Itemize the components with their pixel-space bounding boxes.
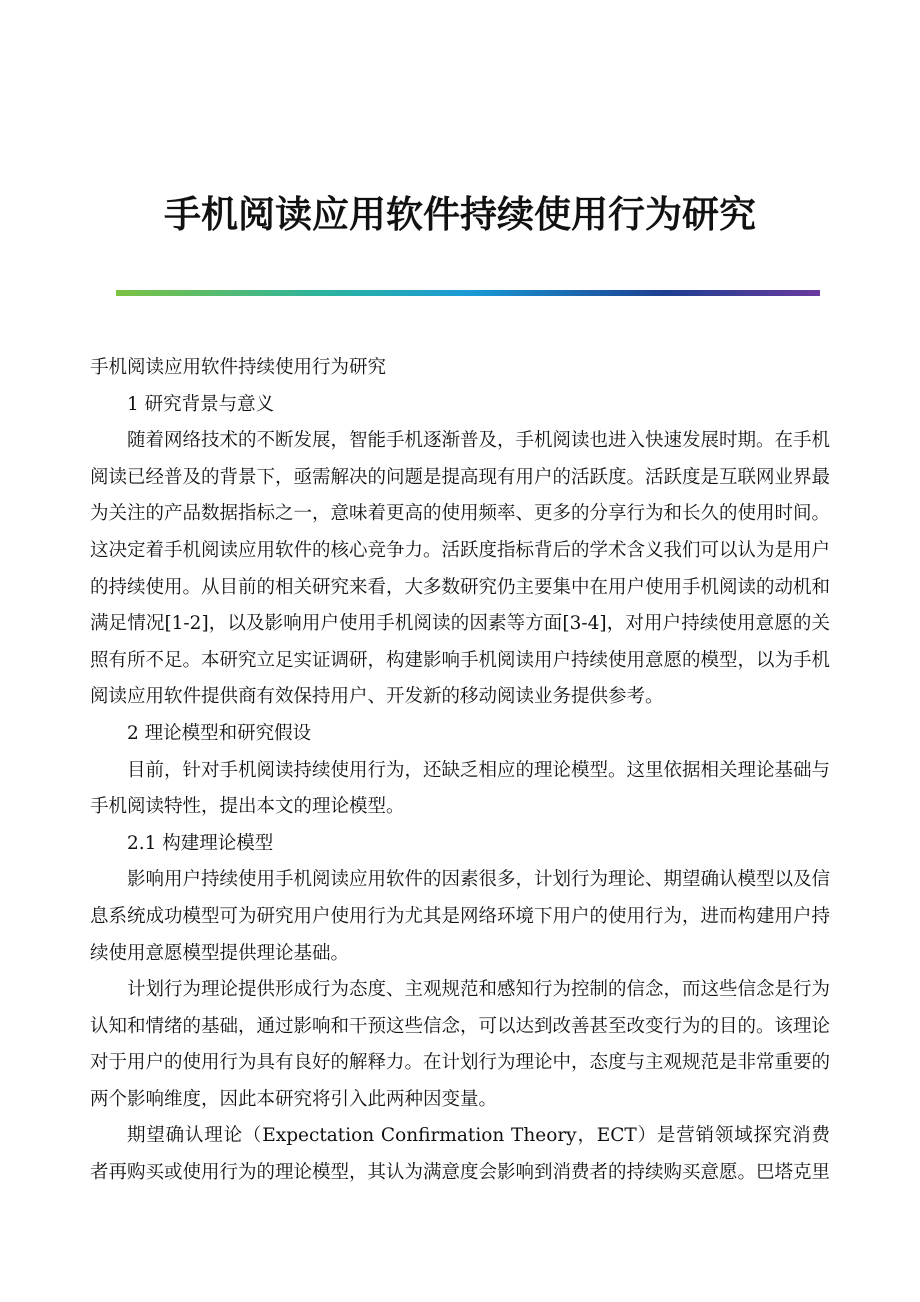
document-title: 手机阅读应用软件持续使用行为研究 [164, 193, 756, 236]
subtitle: 手机阅读应用软件持续使用行为研究 [90, 357, 387, 378]
paragraph-background: 随着网络技术的不断发展，智能手机逐渐普及，手机阅读也进入快速发展时期。在手机阅读已经普及的背景下，亟需解决的问题是提高现有用户的活跃度。活跃度是互联网业界最为关注的产品数据指标之一，意味着更高的使用频率、更多的分享行为和长久的使用时间。这决定着手机阅读应用软件的核心竞争力。活跃度指标背后的学术含义我们可以认为是用户的持续使用。从目前的相关研究来看，大多数研究仍主要集中在用户使用手机阅读的动机和满足情况[1-2]，以及影响用户使用手机阅读的因素等方面[3-4]，对用户持续使用意愿的关照有所不足。本研究立足实证调研，构建影响手机阅读用户持续使用意愿的模型，以为手机阅读应用软件提供商有效保持用户、开发新的移动阅读业务提供参考。 [90, 430, 831, 708]
paragraph-theory-intro: 目前，针对手机阅读持续使用行为，还缺乏相应的理论模型。这里依据相关理论基础与手机阅读特性，提出本文的理论模型。 [90, 759, 831, 818]
section-heading-2: 2 理论模型和研究假设 [127, 722, 312, 744]
title-divider [116, 290, 820, 296]
paragraph-factors: 影响用户持续使用手机阅读应用软件的因素很多，计划行为理论、期望确认模型以及信息系统成功模型可为研究用户使用行为尤其是网络环境下用户的使用行为，进而构建用户持续使用意愿模型提供理论基础。 [90, 869, 831, 964]
paragraph-ect: 期望确认理论（Expectation Confirmation Theory，ECT）是营销领域探究消费者再购买或使用行为的理论模型，其认为满意度会影响到消费者的持续购买意愿。巴塔克里 [90, 1125, 831, 1184]
section-heading-1: 1 研究背景与意义 [127, 393, 275, 415]
document-body [90, 350, 830, 1192]
section-heading-2-1: 2.1 构建理论模型 [127, 832, 274, 854]
paragraph-tpb: 计划行为理论提供形成行为态度、主观规范和感知行为控制的信念，而这些信念是行为认知和情绪的基础，通过影响和干预这些信念，可以达到改善甚至改变行为的目的。该理论对于用户的使用行为具有良好的解释力。在计划行为理论中，态度与主观规范是非常重要的两个影响维度，因此本研究将引入此两种因变量。 [90, 979, 831, 1110]
